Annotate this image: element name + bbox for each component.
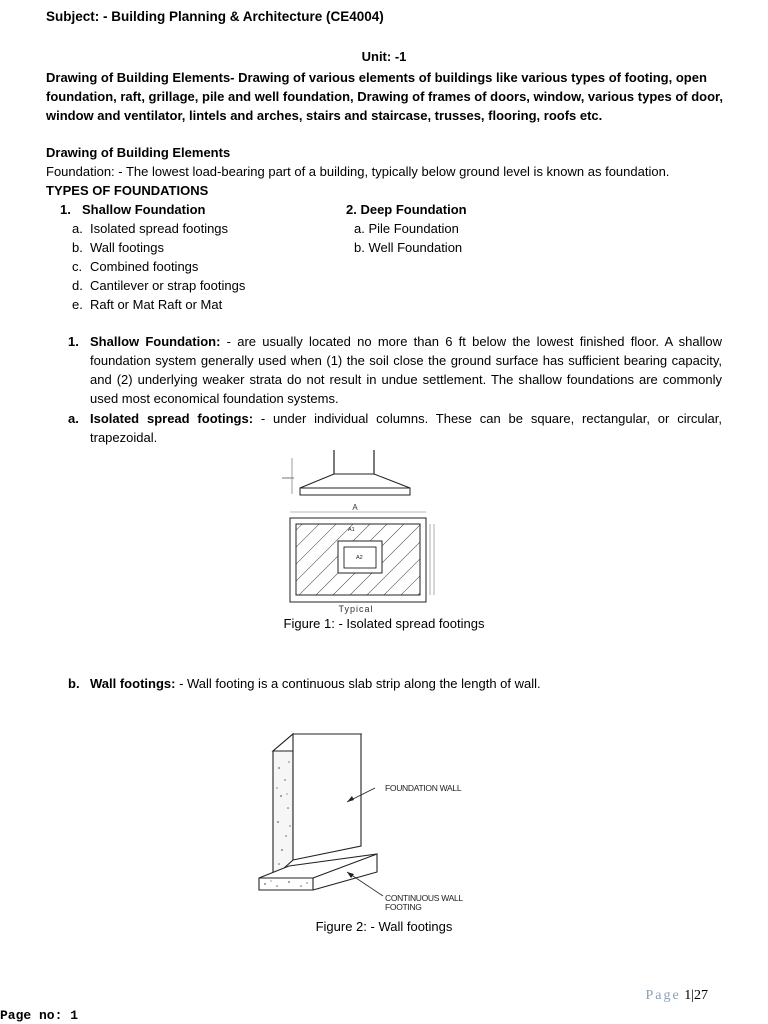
wall-footing-figure — [255, 718, 485, 912]
page-total: 27 — [694, 988, 708, 1003]
types-heading: TYPES OF FOUNDATIONS — [46, 183, 209, 198]
figure-1-caption: Figure 1: - Isolated spread footings — [283, 616, 485, 631]
list-item: a. Isolated spread footings — [72, 221, 229, 236]
page-footer: Page 1|27 — [645, 988, 708, 1003]
continuous-footing-label-1: CONTINUOUS WALL — [385, 893, 463, 903]
unit-heading: Unit: -1 — [361, 49, 407, 64]
intro-paragraph: Drawing of Building Elements- Drawing of various elements of buildings like various types of footing, open foundation, raft, grillage, pile and well foundation, Drawing of frames of doors, window, various types of door, window and ventilator, lintels and arches, stairs and staircase, trusses, flooring, roofs etc. — [46, 70, 724, 123]
list-item: c. Combined footings — [72, 259, 199, 274]
isolated-footing-figure — [276, 448, 456, 616]
foundation-definition: Foundation: - The lowest load-bearing part of a building, typically below ground level is known as foundation. — [46, 164, 670, 179]
shallow-foundation-title: 1. Shallow Foundation — [60, 202, 206, 217]
foundation-wall-label: FOUNDATION WALL — [385, 783, 462, 793]
list-item: e. Raft or Mat Raft or Mat — [72, 297, 223, 312]
page-word: Page — [645, 988, 681, 1003]
label-a: A — [352, 503, 358, 512]
continuous-footing-label-2: FOOTING — [385, 902, 422, 912]
page-number: 1 — [684, 988, 692, 1003]
list-item: b. Wall footings — [72, 240, 164, 255]
list-item: b. Well Foundation — [354, 240, 463, 255]
wall-footing-paragraph: b. Wall footings: - Wall footing is a continuous slab strip along the length of wall. — [68, 676, 541, 691]
isolated-footing-paragraph: a. Isolated spread footings: - under individual columns. These can be square, rectangular, or circular, trapezoidal. — [68, 411, 722, 445]
shallow-foundation-paragraph: 1. Shallow Foundation: - are usually located no more than 6 ft below the lowest finished floor. A shallow foundation system generally used when (1) the soil close the ground surface has sufficient bearing capacity, and (2) underlying weaker strata do not result in undue settlement. The shallow foundations are commonly used most economical foundation systems. — [68, 334, 722, 406]
section-heading: Drawing of Building Elements — [46, 145, 231, 160]
page-no-label: Page no: 1 — [0, 1008, 79, 1023]
list-item: d. Cantilever or strap footings — [72, 278, 246, 293]
deep-foundation-title: 2. Deep Foundation — [346, 202, 467, 217]
list-item: a. Pile Foundation — [354, 221, 459, 236]
figure-2-caption: Figure 2: - Wall footings — [315, 919, 453, 934]
label-a2: A2 — [356, 555, 363, 561]
typical-label: Typical — [338, 604, 374, 614]
label-a1: A1 — [348, 527, 355, 533]
subject-title: Subject: - Building Planning & Architecture (CE4004) — [46, 9, 384, 24]
